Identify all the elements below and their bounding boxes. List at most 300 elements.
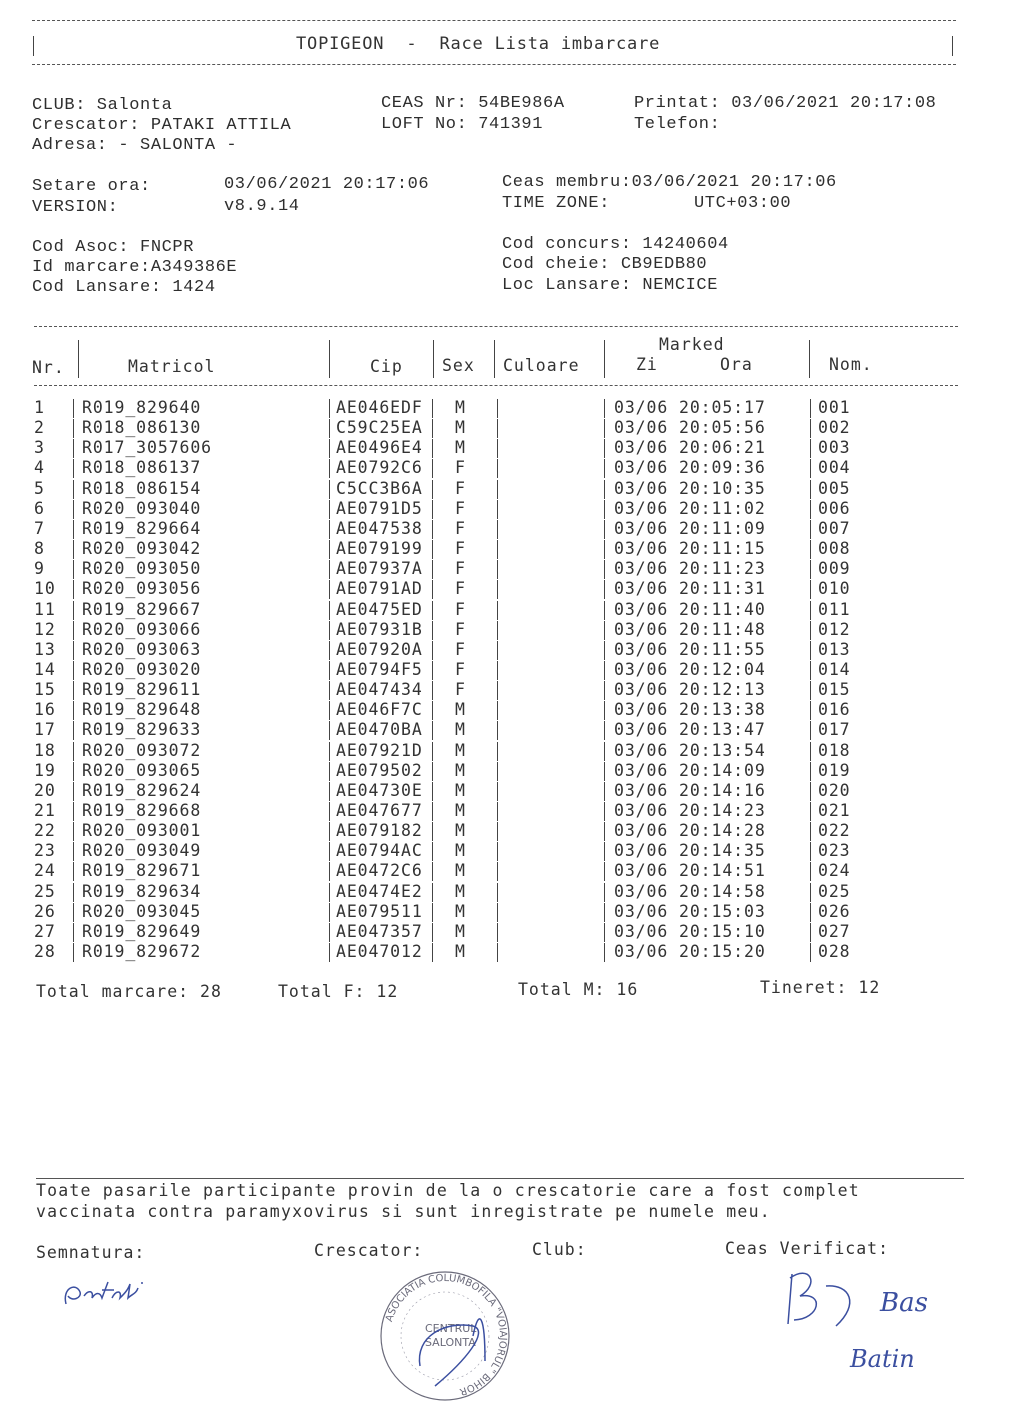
header-sex: Sex: [442, 356, 475, 375]
row-sex: M: [455, 861, 466, 881]
row-nr: 5: [34, 478, 45, 498]
column-divider: [604, 399, 605, 418]
column-divider: [604, 520, 605, 539]
row-matricol: R019_829648: [82, 700, 202, 720]
row-marked: 03/06 20:14:28: [614, 821, 766, 841]
table-row: [0, 700, 1024, 720]
row-nom: 014: [818, 659, 851, 679]
row-nr: 27: [34, 921, 56, 941]
version-label: VERSION:: [32, 198, 119, 217]
column-divider: [604, 862, 605, 881]
table-row: [0, 479, 1024, 499]
cod-concurs: Cod concurs: 14240604: [502, 235, 729, 254]
table-row: [0, 499, 1024, 519]
cod-lansare: Cod Lansare: 1424: [32, 278, 216, 297]
row-cip: AE079502: [336, 760, 423, 780]
column-divider: [329, 762, 330, 781]
row-marked: 03/06 20:11:48: [614, 619, 766, 639]
column-divider: [73, 500, 74, 519]
column-divider: [604, 822, 605, 841]
column-divider: [497, 520, 498, 539]
column-divider: [432, 802, 433, 821]
row-sex: M: [455, 760, 466, 780]
column-divider: [329, 943, 330, 962]
row-cip: AE0475ED: [336, 599, 423, 619]
column-divider: [497, 621, 498, 640]
column-divider: [73, 883, 74, 902]
divider: [433, 340, 434, 378]
column-divider: [329, 459, 330, 478]
column-divider: [604, 641, 605, 660]
column-divider: [497, 480, 498, 499]
column-divider: [73, 822, 74, 841]
row-matricol: R019_829649: [82, 921, 202, 941]
column-divider: [329, 923, 330, 942]
column-divider: [73, 459, 74, 478]
id-marcare: Id marcare:A349386E: [32, 258, 238, 277]
telefon: Telefon:: [634, 115, 721, 134]
row-marked: 03/06 20:11:02: [614, 498, 766, 518]
svg-text:SALONTA: SALONTA: [425, 1336, 476, 1349]
ceas-membru: Ceas membru:03/06/2021 20:17:06: [502, 173, 837, 192]
row-matricol: R019_829611: [82, 680, 202, 700]
table-row: [0, 660, 1024, 680]
column-divider: [497, 540, 498, 559]
row-marked: 03/06 20:12:04: [614, 659, 766, 679]
row-nom: 027: [818, 921, 851, 941]
column-divider: [810, 943, 811, 962]
row-nr: 11: [34, 599, 56, 619]
column-divider: [604, 802, 605, 821]
header-ora: Ora: [720, 355, 753, 374]
column-divider: [329, 701, 330, 720]
row-marked: 03/06 20:13:38: [614, 700, 766, 720]
column-divider: [73, 641, 74, 660]
column-divider: [432, 943, 433, 962]
column-divider: [810, 782, 811, 801]
column-divider: [810, 923, 811, 942]
header-marked: Marked: [659, 335, 725, 354]
adresa: Adresa: - SALONTA -: [32, 136, 238, 155]
row-cip: AE0472C6: [336, 861, 423, 881]
column-divider: [73, 802, 74, 821]
row-nr: 21: [34, 801, 56, 820]
row-nom: 011: [818, 599, 851, 619]
row-nom: 008: [818, 539, 851, 559]
column-divider: [810, 721, 811, 740]
column-divider: [432, 681, 433, 700]
row-nr: 7: [34, 518, 45, 538]
column-divider: [497, 560, 498, 579]
table-row: [0, 579, 1024, 599]
row-cip: AE046F7C: [336, 700, 423, 720]
column-divider: [432, 580, 433, 599]
column-divider: [73, 782, 74, 801]
divider: [329, 340, 330, 378]
svg-text:ASOCIATIA COLUMBOFILA "VOIAJOR: ASOCIATIA COLUMBOFILA "VOIAJORUL" BIHOR: [383, 1272, 509, 1397]
cod-cheie: Cod cheie: CB9EDB80: [502, 255, 708, 274]
column-divider: [432, 621, 433, 640]
column-divider: [604, 480, 605, 499]
column-divider: [432, 742, 433, 761]
column-divider: [329, 601, 330, 620]
row-cip: AE07920A: [336, 639, 423, 659]
cod-asoc: Cod Asoc: FNCPR: [32, 238, 195, 257]
row-marked: 03/06 20:15:10: [614, 921, 766, 941]
row-cip: AE079199: [336, 539, 423, 559]
column-divider: [604, 540, 605, 559]
column-divider: [497, 721, 498, 740]
column-divider: [432, 923, 433, 942]
signature-bas: Bas: [880, 1288, 928, 1318]
header-nom: Nom.: [829, 355, 873, 374]
row-marked: 03/06 20:11:55: [614, 639, 766, 659]
header-culoare: Culoare: [503, 356, 580, 375]
row-sex: F: [455, 458, 466, 478]
column-divider: [432, 601, 433, 620]
row-nom: 007: [818, 518, 851, 538]
row-matricol: R020_093066: [82, 619, 202, 639]
table-row: [0, 620, 1024, 640]
table-row: [0, 398, 1024, 418]
column-divider: [73, 580, 74, 599]
row-sex: M: [455, 700, 466, 720]
row-cip: AE07937A: [336, 559, 423, 579]
column-divider: [329, 540, 330, 559]
row-sex: M: [455, 418, 466, 438]
row-nom: 001: [818, 398, 851, 417]
setare-label: Setare ora:: [32, 177, 151, 196]
table-row: [0, 781, 1024, 801]
row-nom: 025: [818, 881, 851, 901]
row-sex: F: [455, 478, 466, 498]
signature-ceas-verificat: [780, 1264, 860, 1334]
row-sex: F: [455, 599, 466, 619]
row-matricol: R019_829640: [82, 398, 202, 417]
row-marked: 03/06 20:09:36: [614, 458, 766, 478]
column-divider: [329, 399, 330, 418]
table-row: [0, 821, 1024, 841]
row-nom: 017: [818, 720, 851, 740]
svg-text:CENTRUL: CENTRUL: [425, 1322, 477, 1335]
table-row: [0, 761, 1024, 781]
header-zi: Zi: [636, 355, 658, 374]
table-row: [0, 902, 1024, 922]
column-divider: [432, 419, 433, 438]
row-nom: 006: [818, 498, 851, 518]
column-divider: [810, 862, 811, 881]
row-matricol: R020_093020: [82, 659, 202, 679]
row-cip: AE047012: [336, 942, 423, 962]
row-cip: AE04730E: [336, 780, 423, 800]
table-row: [0, 519, 1024, 539]
row-marked: 03/06 20:05:17: [614, 398, 766, 417]
column-divider: [604, 701, 605, 720]
column-divider: [497, 580, 498, 599]
row-cip: AE046EDF: [336, 398, 423, 417]
column-divider: [73, 842, 74, 861]
crescator: Crescator: PATAKI ATTILA: [32, 116, 292, 135]
column-divider: [73, 943, 74, 962]
header-cip: Cip: [370, 357, 403, 376]
row-nom: 009: [818, 559, 851, 579]
statement-line-2: vaccinata contra paramyxovirus si sunt inregistrate pe numele meu.: [36, 1202, 771, 1221]
column-divider: [810, 560, 811, 579]
ceas-verificat-label: Ceas Verificat:: [725, 1239, 890, 1258]
row-sex: F: [455, 639, 466, 659]
column-divider: [73, 681, 74, 700]
column-divider: [810, 399, 811, 418]
row-matricol: R019_829668: [82, 801, 202, 820]
table-row: [0, 861, 1024, 881]
column-divider: [73, 903, 74, 922]
column-divider: [497, 782, 498, 801]
row-marked: 03/06 20:12:13: [614, 680, 766, 700]
column-divider: [329, 641, 330, 660]
divider: [78, 340, 79, 378]
row-marked: 03/06 20:14:16: [614, 780, 766, 800]
row-cip: AE0794AC: [336, 841, 423, 861]
column-divider: [810, 701, 811, 720]
row-cip: AE0791AD: [336, 579, 423, 599]
row-nr: 12: [34, 619, 56, 639]
column-divider: [604, 883, 605, 902]
row-matricol: R018_086154: [82, 478, 202, 498]
column-divider: [73, 480, 74, 499]
column-divider: [810, 540, 811, 559]
row-cip: AE07921D: [336, 740, 423, 760]
column-divider: [73, 701, 74, 720]
row-nr: 13: [34, 639, 56, 659]
column-divider: [604, 782, 605, 801]
row-sex: M: [455, 881, 466, 901]
column-divider: [497, 802, 498, 821]
row-sex: F: [455, 518, 466, 538]
row-marked: 03/06 20:10:35: [614, 478, 766, 498]
time-zone-value: UTC+03:00: [694, 194, 792, 213]
row-nom: 002: [818, 418, 851, 438]
divider: [952, 36, 953, 56]
row-sex: M: [455, 398, 466, 417]
row-nom: 015: [818, 680, 851, 700]
row-matricol: R020_093001: [82, 821, 202, 841]
column-divider: [73, 762, 74, 781]
column-divider: [73, 560, 74, 579]
row-matricol: R020_093045: [82, 901, 202, 921]
column-divider: [329, 903, 330, 922]
row-cip: AE0496E4: [336, 438, 423, 458]
row-sex: M: [455, 901, 466, 921]
row-marked: 03/06 20:11:15: [614, 539, 766, 559]
row-nom: 010: [818, 579, 851, 599]
column-divider: [604, 580, 605, 599]
column-divider: [432, 822, 433, 841]
column-divider: [810, 681, 811, 700]
column-divider: [329, 802, 330, 821]
row-nr: 22: [34, 821, 56, 841]
row-sex: M: [455, 740, 466, 760]
column-divider: [810, 601, 811, 620]
column-divider: [810, 661, 811, 680]
column-divider: [604, 943, 605, 962]
row-nr: 4: [34, 458, 45, 478]
row-nr: 14: [34, 659, 56, 679]
page-title: TOPIGEON - Race Lista imbarcare: [296, 34, 661, 54]
column-divider: [73, 540, 74, 559]
row-matricol: R019_829664: [82, 518, 202, 538]
loft-no: LOFT No: 741391: [381, 115, 544, 134]
row-sex: M: [455, 720, 466, 740]
printat: Printat: 03/06/2021 20:17:08: [634, 94, 937, 113]
row-sex: M: [455, 821, 466, 841]
row-marked: 03/06 20:14:58: [614, 881, 766, 901]
table-row: [0, 680, 1024, 700]
row-nr: 1: [34, 398, 45, 417]
row-marked: 03/06 20:11:40: [614, 599, 766, 619]
column-divider: [329, 862, 330, 881]
row-nr: 24: [34, 861, 56, 881]
column-divider: [432, 641, 433, 660]
column-divider: [432, 762, 433, 781]
signature-crescator: [58, 1268, 168, 1318]
column-divider: [810, 500, 811, 519]
column-divider: [432, 661, 433, 680]
column-divider: [73, 721, 74, 740]
table-row: [0, 882, 1024, 902]
row-cip: AE0470BA: [336, 720, 423, 740]
row-matricol: R020_093065: [82, 760, 202, 780]
row-marked: 03/06 20:14:23: [614, 801, 766, 820]
table-row: [0, 458, 1024, 478]
table-row: [0, 539, 1024, 559]
row-matricol: R020_093049: [82, 841, 202, 861]
row-sex: F: [455, 539, 466, 559]
column-divider: [329, 681, 330, 700]
row-marked: 03/06 20:14:51: [614, 861, 766, 881]
row-nr: 19: [34, 760, 56, 780]
table-row: [0, 922, 1024, 942]
column-divider: [604, 903, 605, 922]
column-divider: [810, 903, 811, 922]
row-matricol: R019_829667: [82, 599, 202, 619]
column-divider: [73, 923, 74, 942]
row-nr: 25: [34, 881, 56, 901]
column-divider: [73, 621, 74, 640]
column-divider: [810, 480, 811, 499]
column-divider: [432, 480, 433, 499]
column-divider: [604, 742, 605, 761]
row-cip: AE047538: [336, 518, 423, 538]
column-divider: [604, 419, 605, 438]
row-cip: C59C25EA: [336, 418, 423, 438]
column-divider: [73, 399, 74, 418]
row-nr: 10: [34, 579, 56, 599]
column-divider: [73, 601, 74, 620]
row-nr: 23: [34, 841, 56, 861]
column-divider: [432, 701, 433, 720]
row-cip: AE079182: [336, 821, 423, 841]
column-divider: [497, 742, 498, 761]
row-nr: 18: [34, 740, 56, 760]
version-value: v8.9.14: [224, 197, 300, 216]
divider: [34, 326, 958, 327]
row-nr: 8: [34, 539, 45, 559]
column-divider: [810, 883, 811, 902]
column-divider: [810, 520, 811, 539]
row-marked: 03/06 20:11:31: [614, 579, 766, 599]
column-divider: [73, 742, 74, 761]
row-cip: AE0794F5: [336, 659, 423, 679]
row-nom: 028: [818, 942, 851, 962]
column-divider: [810, 762, 811, 781]
row-cip: AE0474E2: [336, 881, 423, 901]
column-divider: [497, 419, 498, 438]
column-divider: [604, 601, 605, 620]
table-row: [0, 841, 1024, 861]
column-divider: [604, 721, 605, 740]
header-nr: Nr.: [32, 358, 65, 377]
row-matricol: R019_829672: [82, 942, 202, 962]
column-divider: [604, 681, 605, 700]
column-divider: [497, 923, 498, 942]
column-divider: [432, 439, 433, 458]
column-divider: [329, 883, 330, 902]
loc-lansare: Loc Lansare: NEMCICE: [502, 276, 719, 295]
row-nom: 021: [818, 801, 851, 820]
column-divider: [604, 439, 605, 458]
column-divider: [432, 399, 433, 418]
column-divider: [432, 782, 433, 801]
row-matricol: R019_829624: [82, 780, 202, 800]
row-nom: 012: [818, 619, 851, 639]
column-divider: [432, 520, 433, 539]
row-nr: 17: [34, 720, 56, 740]
column-divider: [432, 883, 433, 902]
row-matricol: R019_829671: [82, 861, 202, 881]
column-divider: [73, 661, 74, 680]
row-nr: 6: [34, 498, 45, 518]
column-divider: [329, 480, 330, 499]
row-nr: 20: [34, 780, 56, 800]
column-divider: [810, 842, 811, 861]
column-divider: [329, 721, 330, 740]
column-divider: [329, 822, 330, 841]
divider: [32, 64, 956, 65]
row-nom: 005: [818, 478, 851, 498]
column-divider: [329, 500, 330, 519]
row-nr: 16: [34, 700, 56, 720]
column-divider: [497, 399, 498, 418]
column-divider: [604, 459, 605, 478]
row-sex: M: [455, 780, 466, 800]
row-nom: 013: [818, 639, 851, 659]
column-divider: [329, 439, 330, 458]
column-divider: [810, 439, 811, 458]
row-nr: 3: [34, 438, 45, 458]
column-divider: [329, 520, 330, 539]
row-cip: AE079511: [336, 901, 423, 921]
row-matricol: R020_093040: [82, 498, 202, 518]
column-divider: [497, 439, 498, 458]
club: CLUB: Salonta: [32, 96, 173, 115]
column-divider: [497, 681, 498, 700]
column-divider: [604, 661, 605, 680]
club-stamp: [375, 1266, 515, 1406]
row-nr: 26: [34, 901, 56, 921]
row-cip: AE047677: [336, 801, 423, 820]
column-divider: [329, 560, 330, 579]
row-sex: F: [455, 680, 466, 700]
